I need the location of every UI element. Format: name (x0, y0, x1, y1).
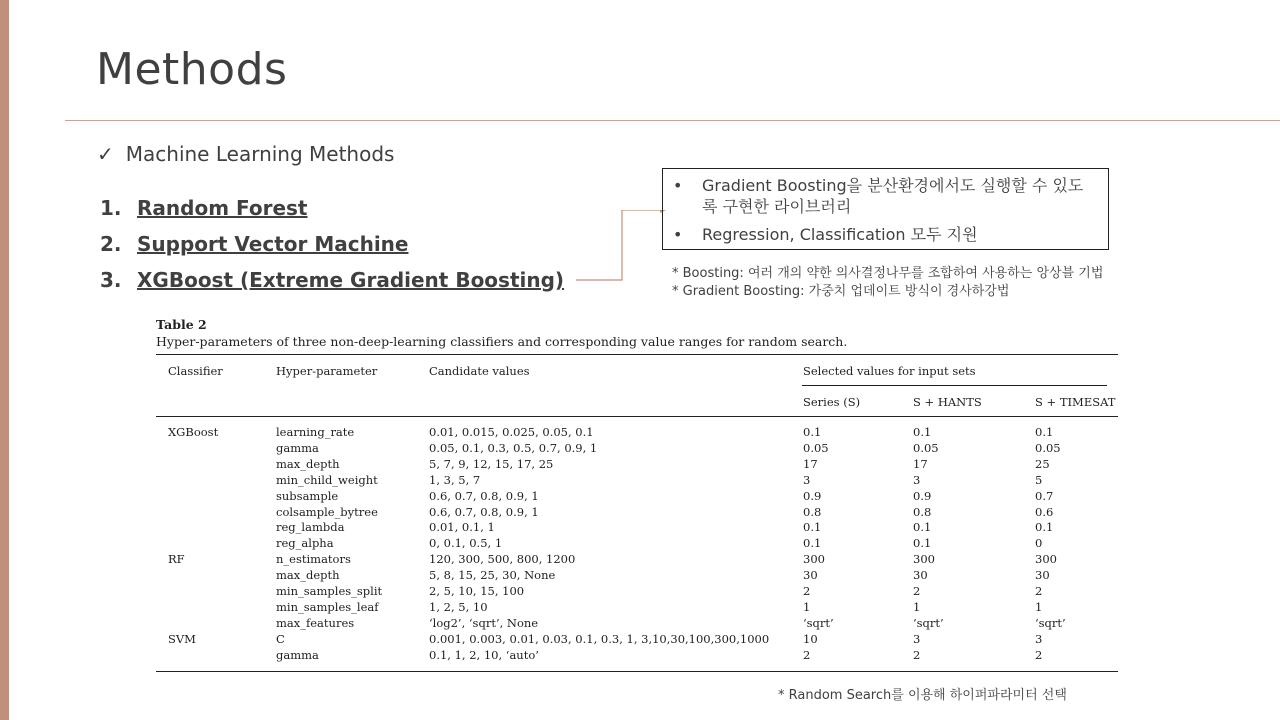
method-name[interactable]: Random Forest (137, 196, 308, 220)
section-heading-text: Machine Learning Methods (125, 142, 395, 166)
cell-timesat: 30 (1035, 568, 1050, 583)
cell-hyper-parameter: min_samples_leaf (276, 599, 379, 614)
cell-timesat: 1 (1035, 599, 1043, 614)
title-divider (65, 120, 1280, 121)
cell-hants: 2 (913, 647, 921, 662)
cell-series: 1 (803, 599, 811, 614)
cell-timesat: 2 (1035, 647, 1043, 662)
method-number: 3. (100, 268, 122, 292)
cell-series: 2 (803, 647, 811, 662)
cell-series: 0.8 (803, 504, 822, 519)
cell-timesat: 0.7 (1035, 488, 1054, 503)
cell-hants: 0.1 (913, 425, 932, 439)
cell-hants: 0.1 (913, 520, 932, 535)
connector-arrow (576, 210, 666, 282)
cell-candidate-values: 5, 8, 15, 25, 30, None (429, 568, 556, 583)
cell-classifier: RF (168, 552, 185, 567)
cell-series: 0.1 (803, 520, 822, 535)
cell-hyper-parameter: gamma (276, 440, 319, 455)
cell-candidate-values: 0.01, 0.1, 1 (429, 520, 495, 535)
cell-series: 0.1 (803, 536, 822, 551)
cell-classifier: XGBoost (168, 425, 219, 439)
cell-timesat: 300 (1035, 552, 1057, 567)
xgboost-callout-box (662, 168, 1109, 250)
cell-hyper-parameter: subsample (276, 488, 339, 503)
method-item (100, 268, 564, 304)
checkmark-icon: ✓ (97, 142, 114, 166)
cell-hyper-parameter: min_child_weight (276, 472, 378, 487)
footnotes (672, 265, 1103, 301)
cell-hyper-parameter: max_features (276, 615, 355, 630)
cell-hants: 300 (913, 552, 935, 567)
cell-candidate-values: 5, 7, 9, 12, 15, 17, 25 (429, 456, 554, 471)
callout-item (671, 175, 1098, 217)
method-number: 1. (100, 196, 122, 220)
cell-candidate-values: 0.05, 0.1, 0.3, 0.5, 0.7, 0.9, 1 (429, 440, 598, 455)
accent-bar (0, 0, 9, 720)
cell-classifier: SVM (168, 631, 196, 646)
cell-hyper-parameter: gamma (276, 647, 319, 662)
cell-hyper-parameter: learning_rate (276, 425, 355, 439)
note-boosting: * Boosting: 여러 개의 약한 의사결정나무를 조합하여 사용하는 앙상블 기법 (672, 266, 1104, 281)
cell-candidate-values: 0.001, 0.003, 0.01, 0.03, 0.1, 0.3, 1, 3,10,30,100,300,1000 (429, 631, 770, 646)
method-name[interactable]: Support Vector Machine (137, 232, 409, 256)
bullet-icon: • (673, 176, 683, 195)
cell-hants: 30 (913, 568, 928, 583)
cell-hyper-parameter: colsample_bytree (276, 504, 378, 519)
cell-hyper-parameter: max_depth (276, 456, 340, 471)
cell-hyper-parameter: C (276, 631, 285, 646)
cell-series: 0.05 (803, 440, 829, 455)
callout-item (671, 224, 1098, 245)
cell-hants: 0.9 (913, 488, 932, 503)
cell-hyper-parameter: max_depth (276, 568, 340, 583)
header-timesat: S + TIMESAT (1035, 395, 1116, 409)
cell-hants: 2 (913, 584, 921, 598)
cell-candidate-values: 0.6, 0.7, 0.8, 0.9, 1 (429, 504, 539, 519)
cell-timesat: 0 (1035, 536, 1043, 551)
table-caption: Hyper-parameters of three non-deep-learning classifiers and corresponding value ranges for random search. (156, 334, 848, 349)
method-item (100, 232, 564, 268)
callout-item-text: Gradient Boosting을 분산환경에서도 실행할 수 있도록 구현한 라이브러리 (702, 176, 1084, 216)
cell-hants: 1 (913, 599, 921, 614)
cell-candidate-values: 0.6, 0.7, 0.8, 0.9, 1 (429, 488, 539, 503)
cell-series: 0.1 (803, 425, 822, 439)
cell-candidate-values: 1, 2, 5, 10 (429, 599, 488, 614)
header-sub-rule (802, 385, 1107, 386)
cell-candidate-values: 0, 0.1, 0.5, 1 (429, 536, 503, 551)
cell-series: 3 (803, 472, 811, 487)
cell-timesat: 2 (1035, 584, 1043, 598)
cell-timesat: 3 (1035, 631, 1043, 646)
cell-series: 2 (803, 584, 811, 598)
slide-title: Methods (96, 44, 288, 95)
bullet-icon: • (673, 225, 683, 244)
cell-hants: 3 (913, 631, 921, 646)
header-hyper-parameter: Hyper-parameter (276, 364, 378, 378)
methods-list (100, 196, 564, 304)
cell-hants: 0.1 (913, 536, 932, 551)
method-number: 2. (100, 232, 122, 256)
cell-hants: 3 (913, 472, 921, 487)
method-item (100, 196, 564, 232)
header-bottom-rule (156, 416, 1118, 417)
callout-item-text: Regression, Classification 모두 지원 (702, 225, 978, 244)
cell-timesat: 5 (1035, 472, 1043, 487)
cell-series: 300 (803, 552, 825, 567)
cell-series: 0.9 (803, 488, 822, 503)
note-gradient-boosting: * Gradient Boosting: 가중치 업데이트 방식이 경사하강법 (672, 284, 1010, 299)
cell-timesat: 0.1 (1035, 425, 1054, 439)
cell-candidate-values: 2, 5, 10, 15, 100 (429, 584, 525, 598)
cell-hyper-parameter: n_estimators (276, 552, 351, 567)
cell-series: 17 (803, 456, 818, 471)
header-candidate-values: Candidate values (429, 364, 530, 378)
cell-timesat: 25 (1035, 456, 1050, 471)
cell-series: 30 (803, 568, 818, 583)
cell-hants: 0.05 (913, 440, 939, 455)
cell-candidate-values: 1, 3, 5, 7 (429, 472, 481, 487)
cell-timesat: ‘sqrt’ (1035, 615, 1066, 630)
cell-candidate-values: 0.01, 0.015, 0.025, 0.05, 0.1 (429, 425, 594, 439)
cell-hyper-parameter: reg_lambda (276, 520, 345, 535)
cell-series: 10 (803, 631, 818, 646)
hyperparameter-table (156, 317, 1118, 662)
cell-hants: 17 (913, 456, 928, 471)
cell-hyper-parameter: reg_alpha (276, 536, 334, 551)
cell-series: ‘sqrt’ (803, 615, 834, 630)
header-classifier: Classifier (168, 364, 223, 378)
cell-timesat: 0.6 (1035, 504, 1054, 519)
cell-hyper-parameter: min_samples_split (276, 584, 383, 598)
cell-candidate-values: ‘log2’, ‘sqrt’, None (429, 615, 539, 630)
table-top-rule (156, 354, 1118, 355)
random-search-note: * Random Search를 이용해 하이퍼파라미터 선택 (778, 688, 1067, 703)
cell-timesat: 0.1 (1035, 520, 1054, 535)
section-heading (97, 142, 394, 166)
header-selected-values: Selected values for input sets (803, 364, 976, 378)
cell-candidate-values: 0.1, 1, 2, 10, ‘auto’ (429, 647, 539, 662)
cell-hants: ‘sqrt’ (913, 615, 944, 630)
cell-timesat: 0.05 (1035, 440, 1061, 455)
cell-hants: 0.8 (913, 504, 932, 519)
header-hants: S + HANTS (913, 395, 982, 409)
method-name[interactable]: XGBoost (Extreme Gradient Boosting) (137, 268, 565, 292)
cell-candidate-values: 120, 300, 500, 800, 1200 (429, 552, 576, 567)
header-series: Series (S) (803, 395, 861, 409)
table-label: Table 2 (156, 317, 207, 332)
table-bottom-rule (156, 671, 1118, 672)
